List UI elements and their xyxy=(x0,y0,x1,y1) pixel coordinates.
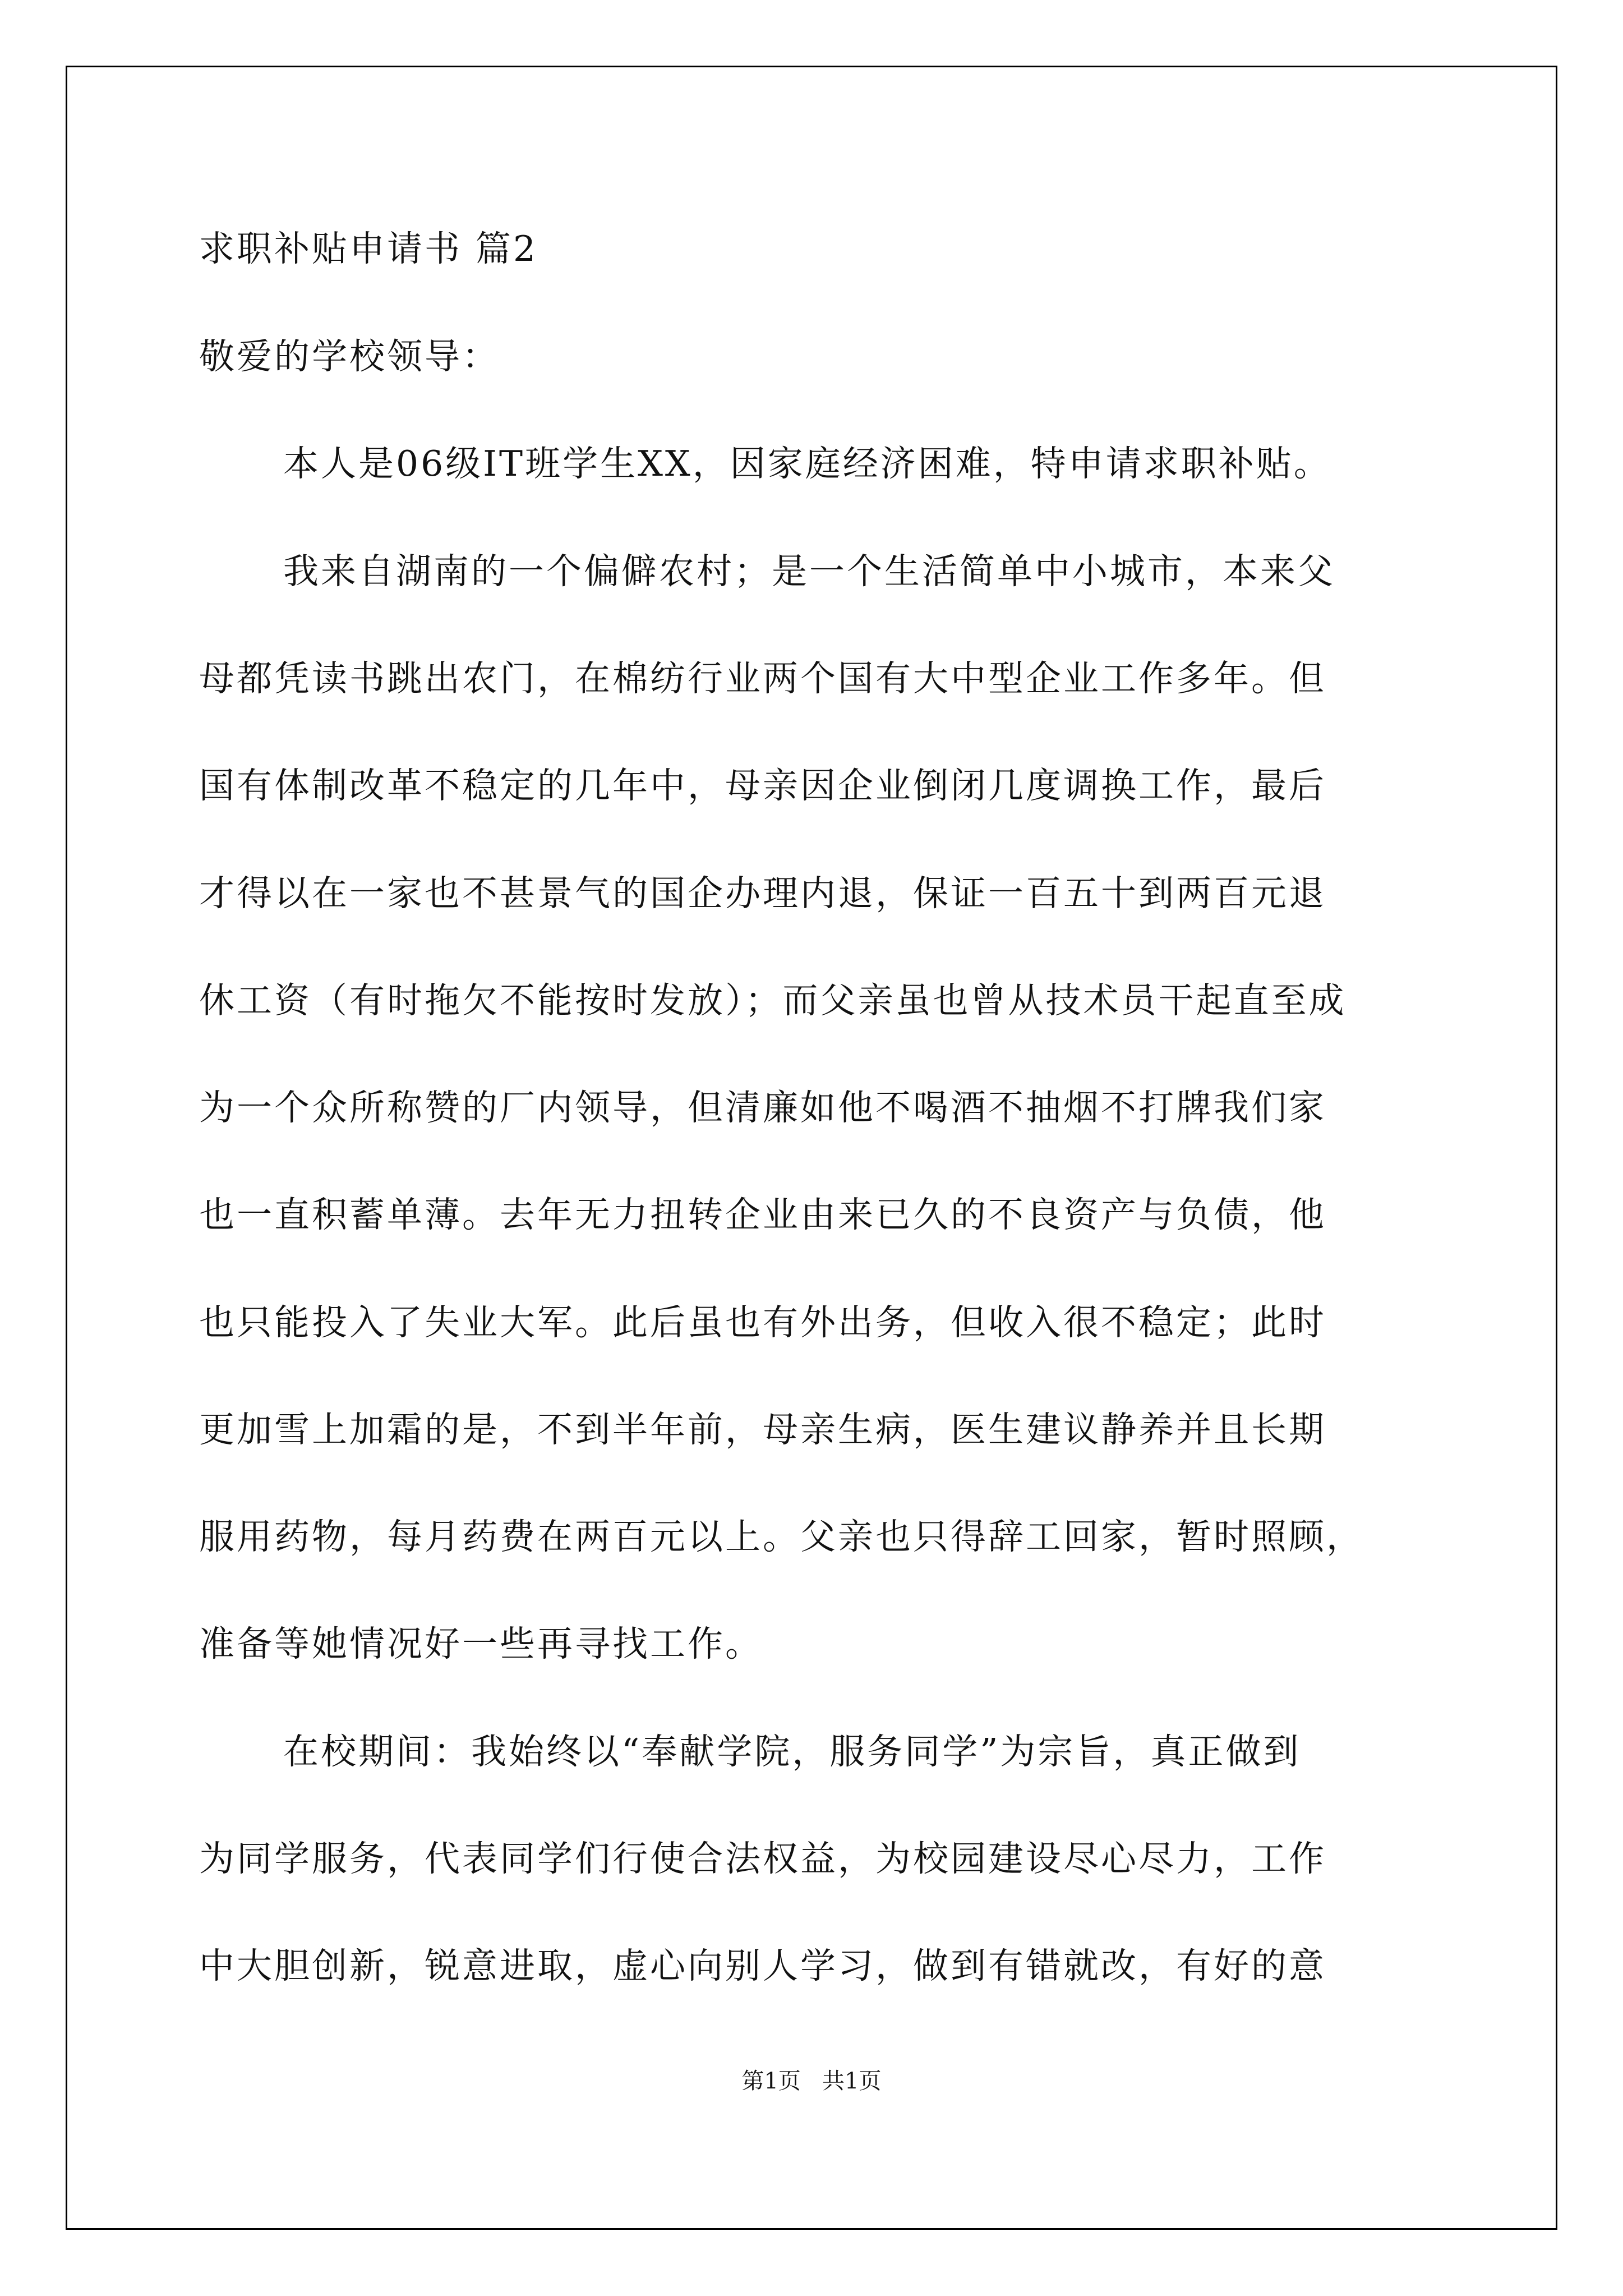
paragraph-line: 才得以在一家也不甚景气的国企办理内退，保证一百五十到两百元退 xyxy=(199,873,1326,914)
paragraph-line: 准备等她情况好一些再寻找工作。 xyxy=(199,1623,763,1664)
page-footer: 第1页 共1页 xyxy=(741,2068,882,2094)
paragraph-line: 中大胆创新，锐意进取，虚心向别人学习，做到有错就改，有好的意 xyxy=(199,1945,1326,1986)
paragraph-line: 更加雪上加霜的是，不到半年前，母亲生病，医生建议静养并且长期 xyxy=(199,1409,1326,1450)
document-title: 求职补贴申请书 篇2 xyxy=(199,228,538,269)
page-border xyxy=(66,66,1557,2230)
paragraph-line: 我来自湖南的一个偏僻农村；是一个生活简单中小城市，本来父 xyxy=(283,551,1335,592)
paragraph-line: 也一直积蓄单薄。去年无力扭转企业由来已久的不良资产与负债，他 xyxy=(199,1194,1326,1235)
paragraph-line: 休工资（有时拖欠不能按时发放）；而父亲虽也曾从技术员干起直至成 xyxy=(199,980,1347,1021)
paragraph-line: 为同学服务，代表同学们行使合法权益，为校园建设尽心尽力，工作 xyxy=(199,1838,1326,1879)
paragraph-line: 本人是06级IT班学生XX，因家庭经济困难，特申请求职补贴。 xyxy=(283,443,1331,484)
paragraph-line: 服用药物，每月药费在两百元以上。父亲也只得辞工回家，暂时照顾， xyxy=(199,1516,1364,1557)
paragraph-line: 国有体制改革不稳定的几年中，母亲因企业倒闭几度调换工作，最后 xyxy=(199,765,1326,806)
paragraph-line: 也只能投入了失业大军。此后虽也有外出务，但收入很不稳定；此时 xyxy=(199,1302,1326,1343)
paragraph-line: 为一个众所称赞的厂内领导，但清廉如他不喝酒不抽烟不打牌我们家 xyxy=(199,1087,1326,1128)
salutation: 敬爱的学校领导： xyxy=(199,336,500,377)
paragraph-line: 在校期间：我始终以“奉献学院，服务同学”为宗旨，真正做到 xyxy=(283,1731,1301,1772)
paragraph-line: 母都凭读书跳出农门，在棉纺行业两个国有大中型企业工作多年。但 xyxy=(199,658,1326,699)
